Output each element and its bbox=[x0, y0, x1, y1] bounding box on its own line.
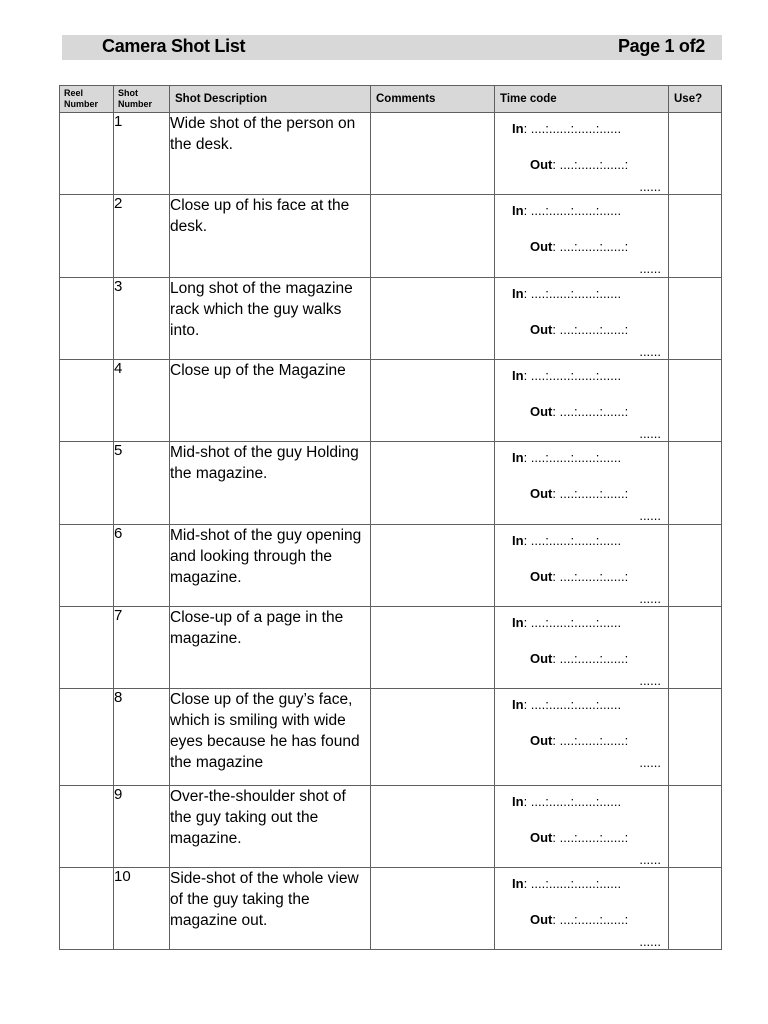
table-row bbox=[60, 868, 722, 950]
shot-number: 3 bbox=[114, 278, 170, 360]
comments-cell[interactable] bbox=[371, 360, 495, 442]
time-code-in bbox=[512, 286, 621, 301]
shot-list-table bbox=[59, 85, 722, 950]
page-indicator: Page 1 of2 bbox=[617, 36, 705, 56]
comments-cell[interactable] bbox=[371, 689, 495, 786]
reel-number-cell[interactable] bbox=[60, 868, 114, 950]
use-cell[interactable] bbox=[669, 442, 722, 525]
table-row bbox=[60, 607, 722, 689]
use-cell[interactable] bbox=[669, 689, 722, 786]
time-code-cell[interactable] bbox=[495, 868, 669, 950]
time-code-cell[interactable] bbox=[495, 786, 669, 868]
shot-description-cell bbox=[170, 689, 371, 786]
time-code-out bbox=[530, 733, 628, 748]
time-code-cell[interactable] bbox=[495, 607, 669, 689]
time-code-out bbox=[530, 486, 628, 501]
use-cell[interactable] bbox=[669, 195, 722, 278]
out-pattern: : ....:......:......: bbox=[552, 830, 629, 845]
time-code-out bbox=[530, 830, 628, 845]
shot-description-cell bbox=[170, 607, 371, 689]
shot-rows bbox=[60, 113, 722, 950]
time-code-out bbox=[530, 239, 628, 254]
in-pattern: : ....:......:......:...... bbox=[523, 876, 622, 891]
time-code-cell[interactable] bbox=[495, 689, 669, 786]
out-pattern: : ....:......:......: bbox=[552, 912, 629, 927]
shot-number: 1 bbox=[114, 113, 170, 195]
time-code-out bbox=[530, 912, 628, 927]
shot-number: 9 bbox=[114, 786, 170, 868]
out-label: Out bbox=[530, 157, 553, 172]
reel-number-cell[interactable] bbox=[60, 278, 114, 360]
in-label: In bbox=[512, 615, 524, 630]
reel-header-line-1: Reel bbox=[64, 88, 84, 98]
in-pattern: : ....:......:......:...... bbox=[523, 697, 622, 712]
reel-number-cell[interactable] bbox=[60, 195, 114, 278]
in-label: In bbox=[512, 203, 524, 218]
time-code-in bbox=[512, 876, 621, 891]
in-label: In bbox=[512, 286, 524, 301]
time-code-cell[interactable] bbox=[495, 442, 669, 525]
in-pattern: : ....:......:......:...... bbox=[523, 794, 622, 809]
shot-number: 7 bbox=[114, 607, 170, 689]
use-cell[interactable] bbox=[669, 113, 722, 195]
table-row bbox=[60, 360, 722, 442]
use-cell[interactable] bbox=[669, 525, 722, 607]
time-code-out bbox=[530, 157, 628, 172]
time-code-in bbox=[512, 450, 621, 465]
comments-cell[interactable] bbox=[371, 786, 495, 868]
time-code-in bbox=[512, 368, 621, 383]
table-header-row bbox=[60, 86, 722, 113]
time-code-in bbox=[512, 121, 621, 136]
out-label: Out bbox=[530, 569, 553, 584]
out-label: Out bbox=[530, 322, 553, 337]
use-cell[interactable] bbox=[669, 360, 722, 442]
time-code-out-tail: ...... bbox=[639, 673, 661, 688]
time-code-cell[interactable] bbox=[495, 360, 669, 442]
table-row bbox=[60, 689, 722, 786]
time-code-out bbox=[530, 569, 628, 584]
table-row bbox=[60, 195, 722, 278]
time-code-in bbox=[512, 697, 621, 712]
shot-description: Over-the-shoulder shot of the guy taking out the magazine. bbox=[170, 788, 346, 847]
shot-description-cell bbox=[170, 278, 371, 360]
reel-number-cell[interactable] bbox=[60, 689, 114, 786]
shot-description: Long shot of the magazine rack which the guy walks into. bbox=[170, 280, 353, 339]
reel-header-line-2: Number bbox=[64, 99, 99, 109]
reel-number-cell[interactable] bbox=[60, 442, 114, 525]
shot-description-cell bbox=[170, 442, 371, 525]
out-pattern: : ....:......:......: bbox=[552, 157, 629, 172]
time-code-out-tail: ...... bbox=[639, 934, 661, 949]
time-code-out-tail: ...... bbox=[639, 261, 661, 276]
table-row bbox=[60, 113, 722, 195]
out-pattern: : ....:......:......: bbox=[552, 239, 629, 254]
time-code-out-tail: ...... bbox=[639, 344, 661, 359]
time-code-in bbox=[512, 533, 621, 548]
out-label: Out bbox=[530, 239, 553, 254]
time-code-out-tail: ...... bbox=[639, 426, 661, 441]
time-code-out-tail: ...... bbox=[639, 179, 661, 194]
table-row bbox=[60, 442, 722, 525]
column-header-shot-number bbox=[114, 86, 170, 113]
in-pattern: : ....:......:......:...... bbox=[523, 121, 622, 136]
in-label: In bbox=[512, 121, 524, 136]
shot-description-cell bbox=[170, 786, 371, 868]
comments-cell[interactable] bbox=[371, 868, 495, 950]
reel-number-cell[interactable] bbox=[60, 607, 114, 689]
reel-number-cell[interactable] bbox=[60, 360, 114, 442]
reel-number-cell[interactable] bbox=[60, 113, 114, 195]
title-bar bbox=[62, 35, 722, 60]
comments-cell[interactable] bbox=[371, 525, 495, 607]
time-code-out bbox=[530, 322, 628, 337]
shot-number: 2 bbox=[114, 195, 170, 278]
out-label: Out bbox=[530, 404, 553, 419]
table-row bbox=[60, 525, 722, 607]
out-pattern: : ....:......:......: bbox=[552, 733, 629, 748]
time-code-out-tail: ...... bbox=[639, 591, 661, 606]
reel-number-cell[interactable] bbox=[60, 786, 114, 868]
use-cell[interactable] bbox=[669, 607, 722, 689]
shot-description: Wide shot of the person on the desk. bbox=[170, 115, 356, 153]
shot-number: 5 bbox=[114, 442, 170, 525]
in-pattern: : ....:......:......:...... bbox=[523, 450, 622, 465]
shot-description: Close up of the Magazine bbox=[170, 362, 346, 379]
column-header-reel-number bbox=[60, 86, 114, 113]
out-pattern: : ....:......:......: bbox=[552, 569, 629, 584]
time-code-cell[interactable] bbox=[495, 113, 669, 195]
in-pattern: : ....:......:......:...... bbox=[523, 615, 622, 630]
shot-description: Close up of the guy’s face, which is smiling with wide eyes because he has found the magazine bbox=[170, 691, 360, 771]
shot-description: Close up of his face at the desk. bbox=[170, 197, 350, 235]
comments-cell[interactable] bbox=[371, 113, 495, 195]
out-label: Out bbox=[530, 830, 553, 845]
shot-number: 6 bbox=[114, 525, 170, 607]
column-header-time-code: Time code bbox=[495, 86, 669, 113]
out-label: Out bbox=[530, 733, 553, 748]
shot-number: 10 bbox=[114, 868, 170, 950]
time-code-cell[interactable] bbox=[495, 525, 669, 607]
time-code-in bbox=[512, 615, 621, 630]
use-cell[interactable] bbox=[669, 868, 722, 950]
shot-description: Close-up of a page in the magazine. bbox=[170, 609, 344, 647]
use-cell[interactable] bbox=[669, 786, 722, 868]
shot-header-line-1: Shot bbox=[118, 88, 138, 98]
shot-description: Mid-shot of the guy opening and looking through the magazine. bbox=[170, 527, 362, 586]
out-label: Out bbox=[530, 651, 553, 666]
time-code-out bbox=[530, 404, 628, 419]
in-pattern: : ....:......:......:...... bbox=[523, 286, 622, 301]
out-label: Out bbox=[530, 912, 553, 927]
in-label: In bbox=[512, 450, 524, 465]
column-header-use: Use? bbox=[669, 86, 722, 113]
out-pattern: : ....:......:......: bbox=[552, 404, 629, 419]
in-label: In bbox=[512, 876, 524, 891]
out-pattern: : ....:......:......: bbox=[552, 651, 629, 666]
comments-cell[interactable] bbox=[371, 442, 495, 525]
comments-cell[interactable] bbox=[371, 195, 495, 278]
time-code-cell[interactable] bbox=[495, 195, 669, 278]
out-label: Out bbox=[530, 486, 553, 501]
shot-header-line-2: Number bbox=[118, 99, 153, 109]
time-code-in bbox=[512, 794, 621, 809]
column-header-shot-description: Shot Description bbox=[170, 86, 371, 113]
shot-number: 4 bbox=[114, 360, 170, 442]
in-label: In bbox=[512, 533, 524, 548]
column-header-comments: Comments bbox=[371, 86, 495, 113]
time-code-out bbox=[530, 651, 628, 666]
time-code-in bbox=[512, 203, 621, 218]
in-label: In bbox=[512, 697, 524, 712]
table-row bbox=[60, 278, 722, 360]
shot-description-cell bbox=[170, 525, 371, 607]
in-pattern: : ....:......:......:...... bbox=[523, 203, 622, 218]
document-title: Camera Shot List bbox=[102, 36, 246, 56]
time-code-cell[interactable] bbox=[495, 278, 669, 360]
out-pattern: : ....:......:......: bbox=[552, 322, 629, 337]
in-pattern: : ....:......:......:...... bbox=[523, 368, 622, 383]
shot-description-cell bbox=[170, 868, 371, 950]
use-cell[interactable] bbox=[669, 278, 722, 360]
comments-cell[interactable] bbox=[371, 278, 495, 360]
time-code-out-tail: ...... bbox=[639, 755, 661, 770]
time-code-out-tail: ...... bbox=[639, 852, 661, 867]
table-row bbox=[60, 786, 722, 868]
shot-number: 8 bbox=[114, 689, 170, 786]
out-pattern: : ....:......:......: bbox=[552, 486, 629, 501]
in-label: In bbox=[512, 368, 524, 383]
in-label: In bbox=[512, 794, 524, 809]
shot-description-cell bbox=[170, 113, 371, 195]
time-code-out-tail: ...... bbox=[639, 508, 661, 523]
shot-description-cell bbox=[170, 360, 371, 442]
shot-description-cell bbox=[170, 195, 371, 278]
reel-number-cell[interactable] bbox=[60, 525, 114, 607]
in-pattern: : ....:......:......:...... bbox=[523, 533, 622, 548]
shot-description: Side-shot of the whole view of the guy taking the magazine out. bbox=[170, 870, 359, 929]
shot-description: Mid-shot of the guy Holding the magazine. bbox=[170, 444, 359, 482]
comments-cell[interactable] bbox=[371, 607, 495, 689]
